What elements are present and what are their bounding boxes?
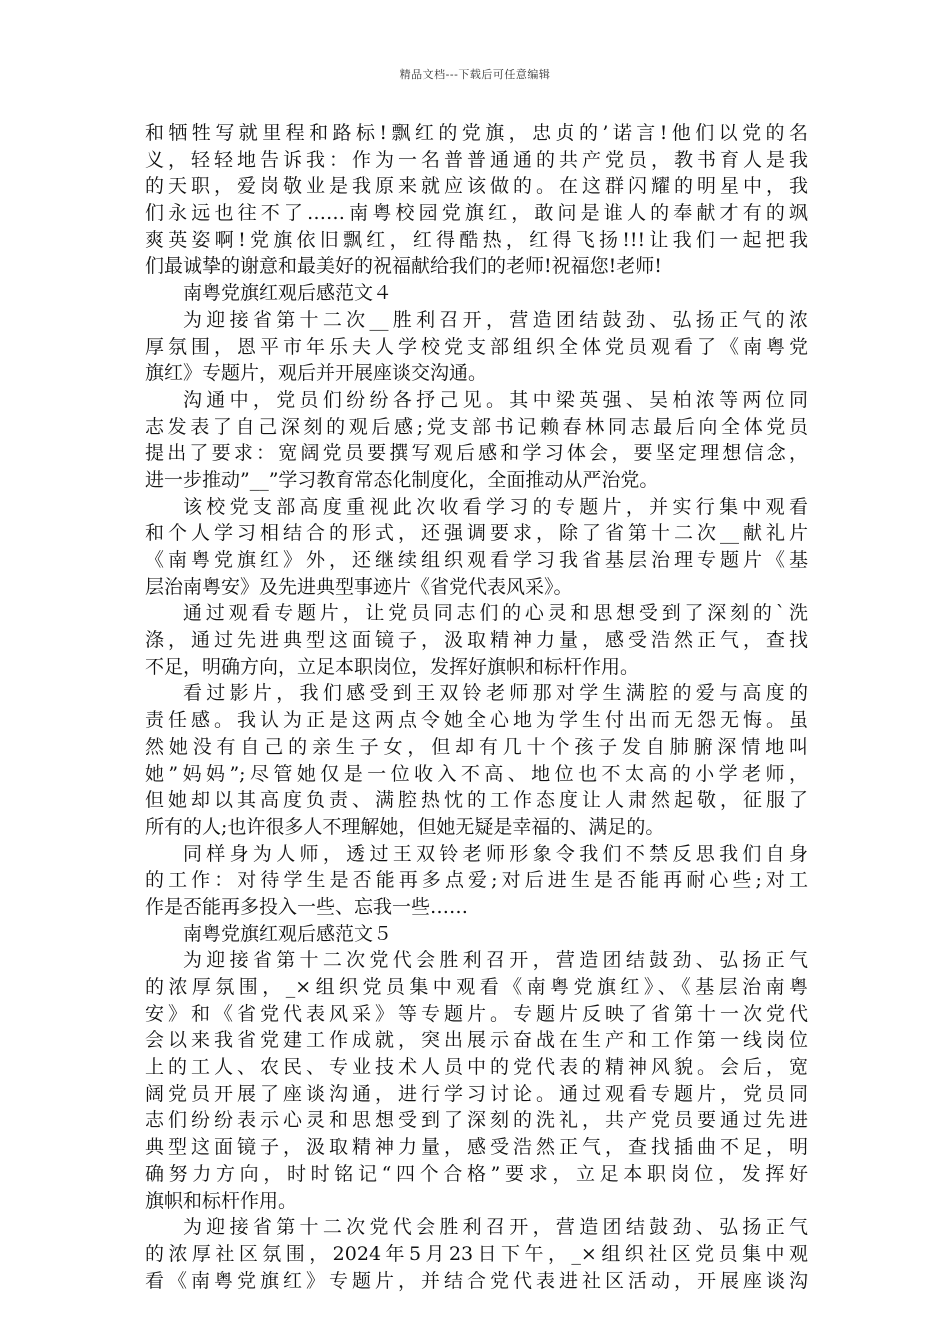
paragraph-last-line: 作是否能再多投入一些、忘我一些…… — [145, 895, 469, 918]
text-line: 的浓厚氛围，_×组织党员集中观看《南粤党旗红》、《基层治南粤 — [145, 976, 808, 998]
paragraph-last-line: 层治南粤安》及先进典型事迹片《省党代表风采》。 — [145, 575, 573, 598]
text-line: 看《南粤党旗红》专题片，并结合党代表进社区活动，开展座谈沟 — [145, 1269, 808, 1292]
text-line: 她”妈妈”;尽管她仅是一位收入不高、地位也不太高的小学老师， — [145, 762, 808, 785]
text-line: 爽英姿啊!党旗依旧飘红，红得酷热，红得飞扬!!!让我们一起把我 — [145, 228, 808, 251]
text-line: 们永远也往不了……南粤校园党旗红，敢问是谁人的奉献才有的飒 — [145, 202, 808, 225]
text-line: 上的工人、农民、专业技术人员中的党代表的精神风貌。会后，宽 — [145, 1056, 808, 1079]
text-line: 和个人学习相结合的形式，还强调要求，除了省第十二次__献礼片 — [145, 522, 808, 545]
text-line: 然她没有自己的亲生子女，但却有几十个孩子发自肺腑深情地叫 — [145, 735, 808, 758]
paragraph-first-line: 为迎接省第十二次党代会胜利召开，营造团结鼓劲、弘扬正气 — [183, 1216, 808, 1239]
text-line: 典型这面镜子，汲取精神力量，感受浩然正气，查找插曲不足，明 — [145, 1136, 808, 1159]
text-line: 志发表了自己深刻的观后感;党支部书记赖春林同志最后向全体党员 — [145, 415, 808, 438]
text-line: 责任感。我认为正是这两点令她全心地为学生付出而无怨无悔。虽 — [145, 709, 808, 732]
text-line: 涤，通过先进典型这面镜子，汲取精神力量，感受浩然正气，查找 — [145, 629, 808, 652]
paragraph-first-line: 沟通中，党员们纷纷各抒己见。其中梁英强、吴柏浓等两位同 — [183, 388, 808, 411]
text-line: 但她却以其高度负责、满腔热忱的工作态度让人肃然起敬，征服了 — [145, 789, 808, 812]
document-body — [145, 120, 808, 1294]
text-line: 义，轻轻地告诉我：作为一名普普通通的共产党员，教书育人是我 — [145, 148, 808, 171]
paragraph-first-line: 看过影片，我们感受到王双铃老师那对学生满腔的爱与高度的 — [183, 682, 808, 705]
paragraph-last-line: 不足，明确方向，立足本职岗位，发挥好旗帜和标杆作用。 — [145, 655, 640, 678]
text-line: 安》和《省党代表风采》等专题片。专题片反映了省第十一次党代 — [145, 1002, 808, 1025]
paragraph-first-line: 为迎接省第十二次党代会胜利召开，营造团结鼓劲、弘扬正气 — [183, 949, 808, 972]
text-line: 《南粤党旗红》外，还继续组织观看学习我省基层治理专题片《基 — [145, 549, 808, 571]
text-line: 确努力方向，时时铭记“四个合格”要求，立足本职岗位，发挥好 — [145, 1162, 808, 1185]
text-line: 阔党员开展了座谈沟通，进行学习讨论。通过观看专题片，党员同 — [145, 1082, 808, 1105]
paragraph-last-line: 所有的人;也许很多人不理解她，但她无疑是幸福的、满足的。 — [145, 815, 665, 838]
text-line: 会以来我省党建工作成就，突出展示奋战在生产和工作第一线岗位 — [145, 1029, 808, 1052]
paragraph-last-line: 旗帜和标杆作用。 — [145, 1189, 298, 1212]
text-line: 提出了要求：宽阔党员要撰写观后感和学习体会，要坚定理想信念， — [145, 442, 808, 465]
section-heading: 南粤党旗红观后感范文５ — [183, 922, 393, 945]
paragraph-first-line: 该校党支部高度重视此次收看学习的专题片，并实行集中观看 — [183, 495, 808, 518]
text-line: 的工作：对待学生是否能再多点爱;对后进生是否能再耐心些;对工 — [145, 869, 808, 892]
text-line: 的浓厚社区氛围，2024年5月23日下午，_×组织社区党员集中观 — [145, 1242, 808, 1265]
page-header: 精品文档---下载后可任意编辑 — [399, 68, 551, 81]
text-line: 的天职，爱岗敬业是我原来就应该做的。在这群闪耀的明星中，我 — [145, 175, 808, 198]
text-line: 和牺牲写就里程和路标!飘红的党旗，忠贞的’诺言!他们以党的名 — [145, 122, 808, 144]
section-heading: 南粤党旗红观后感范文４ — [183, 282, 393, 305]
paragraph-last-line: 旗红》专题片，观后并开展座谈交沟通。 — [145, 362, 488, 385]
text-line: 志们纷纷表示心灵和思想受到了深刻的洗礼，共产党员要通过先进 — [145, 1109, 808, 1132]
text-line: 厚氛围，恩平市年乐夫人学校党支部组织全体党员观看了《南粤党 — [145, 335, 808, 358]
paragraph-first-line: 通过观看专题片，让党员同志们的心灵和思想受到了深刻的`洗 — [183, 602, 808, 625]
paragraph-last-line: 进一步推动”__”学习教育常态化制度化，全面推动从严治党。 — [145, 468, 659, 491]
paragraph-first-line: 为迎接省第十二次__胜利召开，营造团结鼓劲、弘扬正气的浓 — [183, 308, 808, 331]
paragraph-first-line: 同样身为人师，透过王双铃老师形象令我们不禁反思我们自身 — [183, 842, 808, 865]
paragraph-last-line: 们最诚挚的谢意和最美好的祝福献给我们的老师!祝福您!老师! — [145, 255, 662, 278]
